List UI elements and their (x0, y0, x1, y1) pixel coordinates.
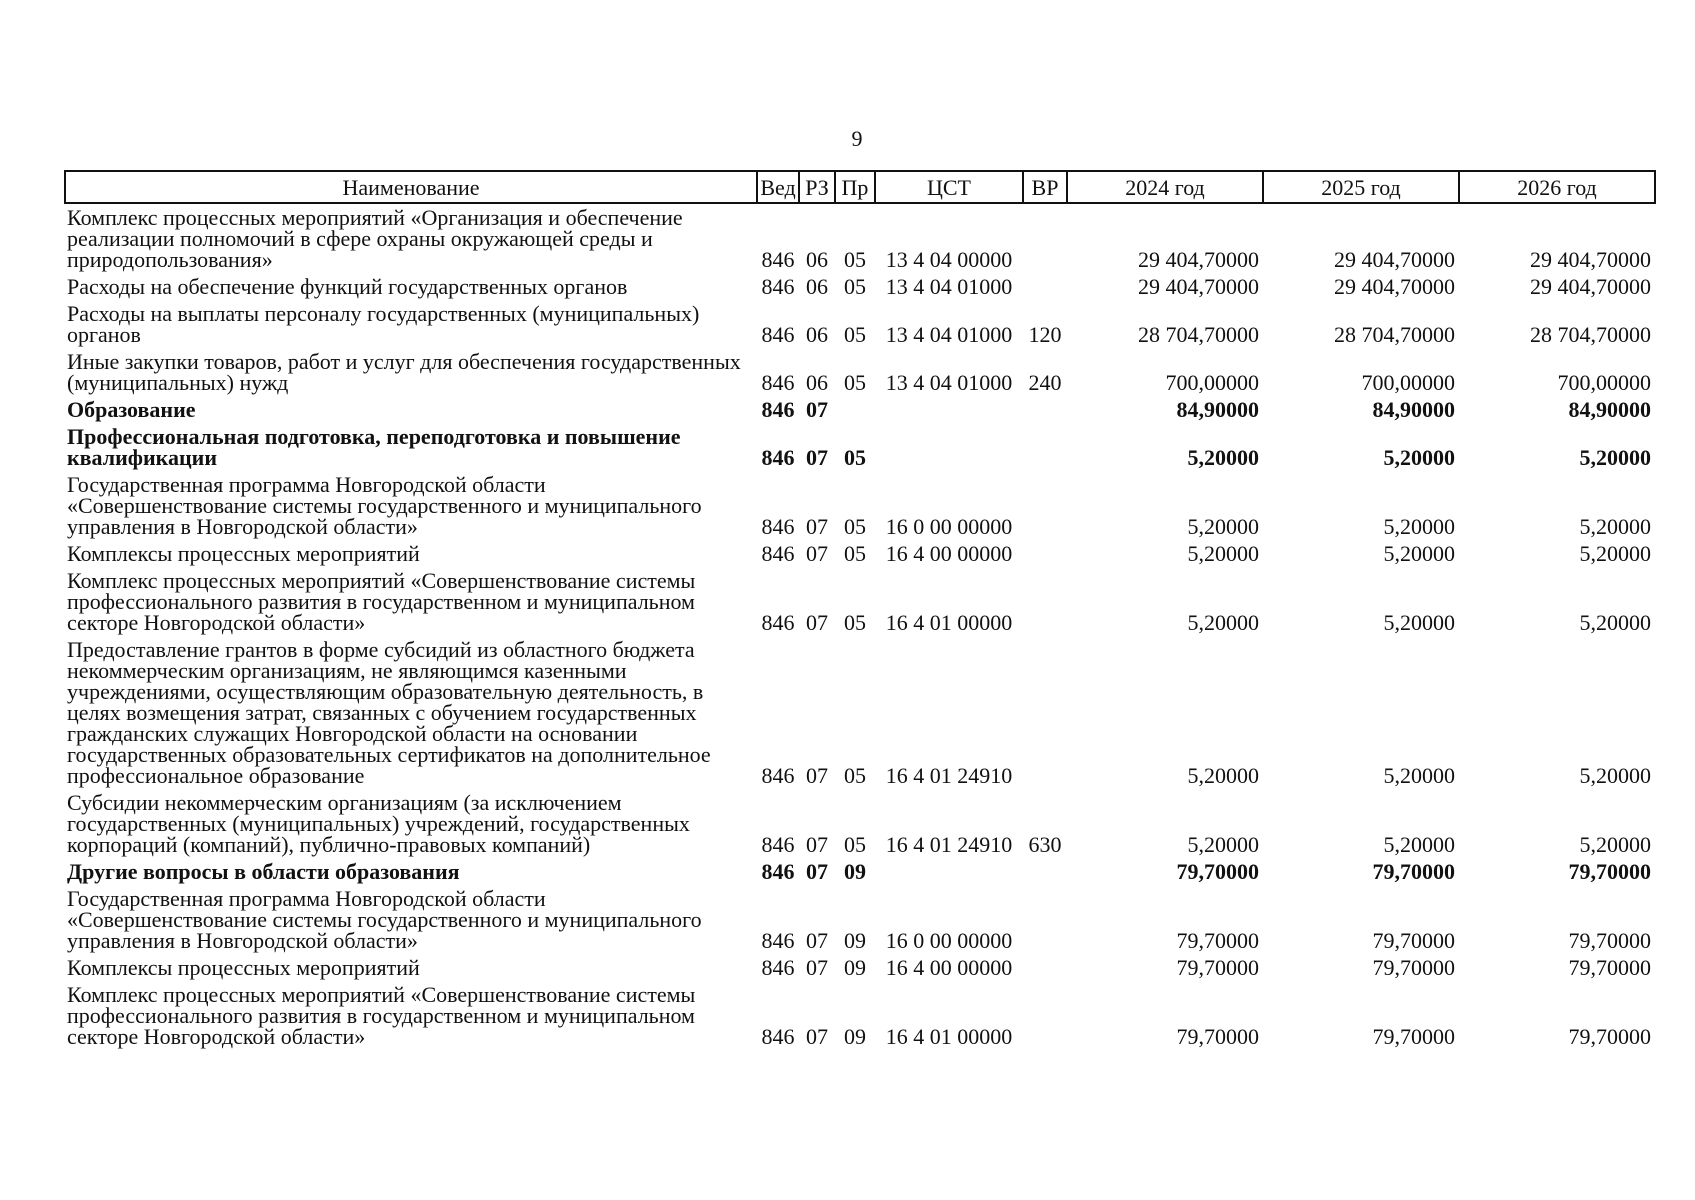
row-2026: 5,20000 (1579, 445, 1651, 470)
row-pr: 09 (844, 928, 866, 953)
row-vr (1023, 471, 1067, 540)
row-vr (1023, 540, 1067, 567)
col-header-pr: Пр (835, 171, 875, 203)
row-2025: 5,20000 (1383, 541, 1455, 566)
row-2024: 5,20000 (1187, 445, 1259, 470)
row-2024: 79,70000 (1176, 1024, 1259, 1049)
row-vr: 240 (1028, 370, 1062, 395)
row-vr (1023, 203, 1067, 273)
row-pr: 05 (844, 445, 866, 470)
row-cst (875, 396, 1023, 423)
table-row (65, 471, 1655, 540)
row-rz: 06 (806, 274, 828, 299)
row-name: Расходы на выплаты персоналу государственных (муниципальных) органов (67, 301, 700, 347)
row-rz: 07 (806, 610, 828, 635)
budget-table (64, 170, 1656, 1050)
row-2024: 79,70000 (1176, 928, 1259, 953)
row-rz: 07 (806, 397, 828, 422)
table-row (65, 540, 1655, 567)
col-header-2026: 2026 год (1459, 171, 1655, 203)
table-row (65, 567, 1655, 636)
row-2025: 5,20000 (1383, 514, 1455, 539)
row-2025: 700,00000 (1361, 370, 1455, 395)
col-header-2025: 2025 год (1263, 171, 1459, 203)
row-2026: 29 404,70000 (1530, 274, 1651, 299)
table-header (65, 171, 1655, 203)
row-ved: 846 (761, 445, 795, 470)
row-2026: 5,20000 (1579, 514, 1651, 539)
row-pr: 05 (844, 247, 866, 272)
row-2025: 5,20000 (1383, 610, 1455, 635)
row-name: Предоставление грантов в форме субсидий из областного бюджета некоммерческим организациям, не являющимся казенными учреждениями, осуществляющим образовательную деятельность, в целях возмещения затрат, связанных с обучением государственных гражданских служащих Новгородской области на основании государственных образовательных сертификатов на дополнительное профессиональное образование (67, 637, 711, 788)
row-2024: 5,20000 (1187, 832, 1259, 857)
row-vr (1023, 885, 1067, 954)
col-header-rz: РЗ (799, 171, 835, 203)
row-ved: 846 (761, 322, 795, 347)
table-row (65, 885, 1655, 954)
row-2026: 700,00000 (1557, 370, 1651, 395)
row-pr: 09 (844, 1024, 866, 1049)
table-row (65, 273, 1655, 300)
row-2024: 29 404,70000 (1138, 247, 1259, 272)
col-header-2024: 2024 год (1067, 171, 1263, 203)
table-row (65, 789, 1655, 858)
row-cst (875, 423, 1023, 471)
row-ved: 846 (761, 955, 795, 980)
row-vr (1023, 636, 1067, 789)
row-pr: 05 (844, 274, 866, 299)
row-name: Государственная программа Новгородской области «Совершенствование системы государственного и муниципального управления в Новгородской области» (67, 886, 702, 953)
row-cst: 16 4 00 00000 (885, 541, 1013, 566)
row-ved: 846 (761, 763, 795, 788)
row-2026: 29 404,70000 (1530, 247, 1651, 272)
row-name: Комплексы процессных мероприятий (67, 541, 420, 566)
row-rz: 07 (806, 859, 828, 884)
row-cst: 16 4 00 00000 (885, 955, 1013, 980)
row-name: Комплексы процессных мероприятий (67, 955, 420, 980)
row-2025: 79,70000 (1372, 859, 1455, 884)
row-2024: 28 704,70000 (1138, 322, 1259, 347)
row-2025: 79,70000 (1372, 1024, 1455, 1049)
row-name: Другие вопросы в области образования (67, 859, 460, 884)
row-ved: 846 (761, 397, 795, 422)
table-row (65, 981, 1655, 1050)
row-cst: 13 4 04 01000 (885, 322, 1013, 347)
table-row (65, 858, 1655, 885)
row-vr (1023, 273, 1067, 300)
row-2024: 5,20000 (1187, 763, 1259, 788)
table-row (65, 396, 1655, 423)
row-rz: 07 (806, 928, 828, 953)
row-rz: 06 (806, 322, 828, 347)
row-2026: 79,70000 (1568, 1024, 1651, 1049)
row-ved: 846 (761, 1024, 795, 1049)
row-cst: 13 4 04 01000 (885, 274, 1013, 299)
row-pr: 09 (844, 955, 866, 980)
row-ved: 846 (761, 370, 795, 395)
row-ved: 846 (761, 541, 795, 566)
row-vr: 120 (1028, 322, 1062, 347)
row-ved: 846 (761, 274, 795, 299)
row-cst: 13 4 04 00000 (885, 247, 1013, 272)
row-pr: 05 (844, 541, 866, 566)
row-vr: 630 (1028, 832, 1062, 857)
row-rz: 07 (806, 832, 828, 857)
row-cst: 13 4 04 01000 (885, 370, 1013, 395)
row-rz: 07 (806, 445, 828, 470)
row-2026: 5,20000 (1579, 763, 1651, 788)
row-2025: 79,70000 (1372, 928, 1455, 953)
row-2025: 5,20000 (1383, 763, 1455, 788)
table-row (65, 954, 1655, 981)
row-rz: 07 (806, 514, 828, 539)
row-rz: 07 (806, 955, 828, 980)
row-2026: 5,20000 (1579, 832, 1651, 857)
table-row (65, 203, 1655, 273)
page-number: 9 (851, 126, 863, 151)
row-name: Иные закупки товаров, работ и услуг для обеспечения государственных (муниципальных) нужд (67, 349, 741, 395)
row-name: Государственная программа Новгородской области «Совершенствование системы государственного и муниципального управления в Новгородской области» (67, 472, 702, 539)
row-2025: 5,20000 (1383, 832, 1455, 857)
row-vr (1023, 567, 1067, 636)
row-2025: 79,70000 (1372, 955, 1455, 980)
row-pr: 05 (844, 763, 866, 788)
table-row (65, 348, 1655, 396)
row-name: Комплекс процессных мероприятий «Совершенствование системы профессионального развития в государственном и муниципальном секторе Новгородской области» (67, 568, 696, 635)
row-2024: 29 404,70000 (1138, 274, 1259, 299)
row-name: Субсидии некоммерческим организациям (за исключением государственных (муниципальных) учреждений, государственных корпораций (компаний), публично-правовых компаний) (67, 790, 690, 857)
row-ved: 846 (761, 928, 795, 953)
row-2024: 79,70000 (1176, 859, 1259, 884)
table-row (65, 300, 1655, 348)
row-rz: 07 (806, 763, 828, 788)
row-2026: 79,70000 (1568, 859, 1651, 884)
row-2026: 28 704,70000 (1530, 322, 1651, 347)
table-row (65, 636, 1655, 789)
row-pr: 05 (844, 370, 866, 395)
row-2026: 79,70000 (1568, 928, 1651, 953)
row-ved: 846 (761, 832, 795, 857)
col-header-vr: ВР (1023, 171, 1067, 203)
table-body (65, 203, 1655, 1050)
row-ved: 846 (761, 514, 795, 539)
row-name: Комплекс процессных мероприятий «Организация и обеспечение реализации полномочий в сфере охраны окружающей среды и природопользования» (67, 205, 683, 272)
row-vr (1023, 858, 1067, 885)
row-cst: 16 4 01 00000 (885, 1024, 1013, 1049)
row-2025: 29 404,70000 (1334, 274, 1455, 299)
row-name: Комплекс процессных мероприятий «Совершенствование системы профессионального развития в государственном и муниципальном секторе Новгородской области» (67, 982, 696, 1049)
row-2025: 84,90000 (1372, 397, 1455, 422)
row-2026: 5,20000 (1579, 610, 1651, 635)
row-2024: 5,20000 (1187, 610, 1259, 635)
row-2024: 79,70000 (1176, 955, 1259, 980)
row-cst: 16 0 00 00000 (885, 514, 1013, 539)
row-name: Профессиональная подготовка, переподготовка и повышение квалификации (67, 424, 681, 470)
row-vr (1023, 396, 1067, 423)
row-2024: 700,00000 (1165, 370, 1259, 395)
row-pr: 05 (844, 610, 866, 635)
row-cst: 16 0 00 00000 (885, 928, 1013, 953)
row-pr (835, 396, 875, 423)
row-vr (1023, 954, 1067, 981)
row-2025: 29 404,70000 (1334, 247, 1455, 272)
row-cst (875, 858, 1023, 885)
row-2024: 84,90000 (1176, 397, 1259, 422)
row-pr: 05 (844, 322, 866, 347)
row-rz: 06 (806, 370, 828, 395)
row-ved: 846 (761, 859, 795, 884)
row-cst: 16 4 01 00000 (885, 610, 1013, 635)
col-header-ved: Вед (757, 171, 799, 203)
col-header-name: Наименование (65, 171, 757, 203)
row-2026: 84,90000 (1568, 397, 1651, 422)
row-vr (1023, 981, 1067, 1050)
header-row (65, 171, 1655, 203)
table-row (65, 423, 1655, 471)
row-ved: 846 (761, 610, 795, 635)
row-rz: 07 (806, 541, 828, 566)
row-2026: 5,20000 (1579, 541, 1651, 566)
row-2024: 5,20000 (1187, 514, 1259, 539)
row-pr: 09 (844, 859, 866, 884)
row-ved: 846 (761, 247, 795, 272)
row-2026: 79,70000 (1568, 955, 1651, 980)
row-pr: 05 (844, 832, 866, 857)
col-header-cst: ЦСТ (875, 171, 1023, 203)
row-cst: 16 4 01 24910 (885, 763, 1013, 788)
row-pr: 05 (844, 514, 866, 539)
row-name: Расходы на обеспечение функций государственных органов (67, 274, 628, 299)
row-2025: 28 704,70000 (1334, 322, 1455, 347)
row-name: Образование (67, 397, 196, 422)
row-rz: 07 (806, 1024, 828, 1049)
row-rz: 06 (806, 247, 828, 272)
row-2025: 5,20000 (1383, 445, 1455, 470)
row-2024: 5,20000 (1187, 541, 1259, 566)
row-vr (1023, 423, 1067, 471)
row-cst: 16 4 01 24910 (885, 832, 1013, 857)
